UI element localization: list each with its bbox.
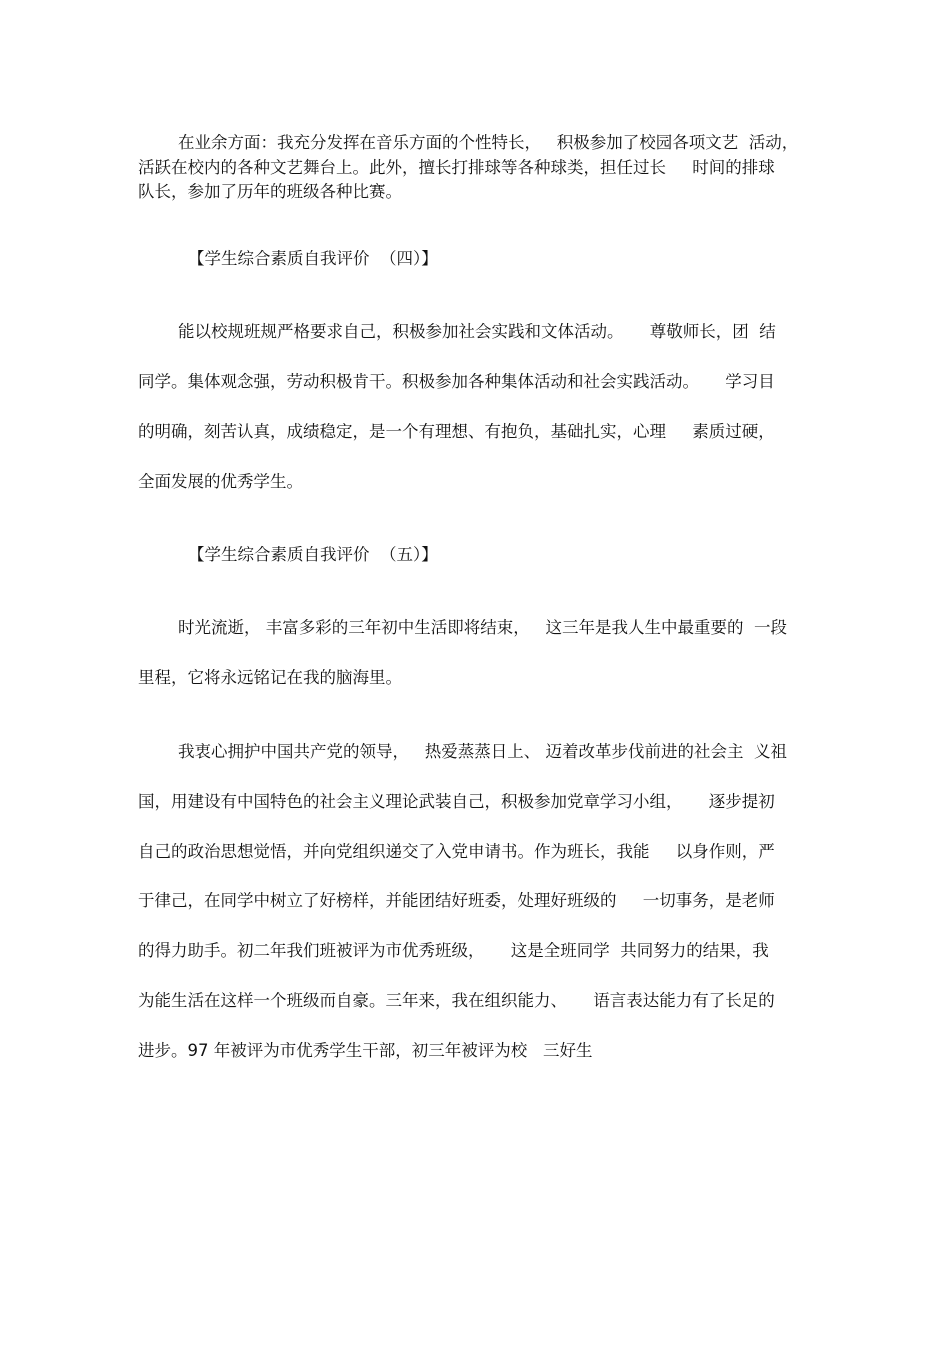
paragraph-4-line-1: 我衷心拥护中国共产党的领导， 热爱蒸蒸日上、 迈着改革步伐前进的社会主 义祖 [178, 742, 787, 761]
paragraph-2-line-4: 全面发展的优秀学生。 [138, 472, 303, 491]
paragraph-3-line-1: 时光流逝， 丰富多彩的三年初中生活即将结束， 这三年是我人生中最重要的 一段 [178, 618, 787, 637]
paragraph-1-line-3: 队长，参加了历年的班级各种比赛。 [138, 182, 402, 201]
paragraph-4-line-6: 为能生活在这样一个班级而自豪。三年来，我在组织能力、 语言表达能力有了长足的 [138, 991, 775, 1010]
paragraph-1-line-1: 在业余方面：我充分发挥在音乐方面的个性特长， 积极参加了校园各项文艺 活动， [178, 133, 799, 152]
paragraph-4-line-2: 国，用建设有中国特色的社会主义理论武装自己，积极参加党章学习小组， 逐步提初 [138, 792, 775, 811]
paragraph-2-line-2: 同学。集体观念强，劳动积极肯干。积极参加各种集体活动和社会实践活动。 学习目 [138, 372, 775, 391]
paragraph-3-line-2: 里程，它将永远铭记在我的脑海里。 [138, 668, 402, 687]
paragraph-4-line-5: 的得力助手。初二年我们班被评为市优秀班级， 这是全班同学 共同努力的结果，我 [138, 941, 769, 960]
paragraph-4-line-4: 于律己，在同学中树立了好榜样，并能团结好班委，处理好班级的 一切事务，是老师 [138, 891, 775, 910]
paragraph-4-line-3: 自己的政治思想觉悟，并向党组织递交了入党申请书。作为班长，我能 以身作则，严 [138, 842, 775, 861]
section-heading-4: 【学生综合素质自我评价 （四）】 [188, 249, 438, 268]
paragraph-2-line-3: 的明确，刻苦认真，成绩稳定，是一个有理想、有抱负，基础扎实，心理 素质过硬， [138, 422, 775, 441]
paragraph-4-line-7: 进步。97 年被评为市优秀学生干部，初三年被评为校 三好生 [138, 1041, 593, 1060]
paragraph-2-line-1: 能以校规班规严格要求自己，积极参加社会实践和文体活动。 尊敬师长，团 结 [178, 322, 776, 341]
section-heading-5: 【学生综合素质自我评价 （五）】 [188, 545, 438, 564]
paragraph-1-line-2: 活跃在校内的各种文艺舞台上。此外，擅长打排球等各种球类，担任过长 时间的排球 [138, 158, 775, 177]
